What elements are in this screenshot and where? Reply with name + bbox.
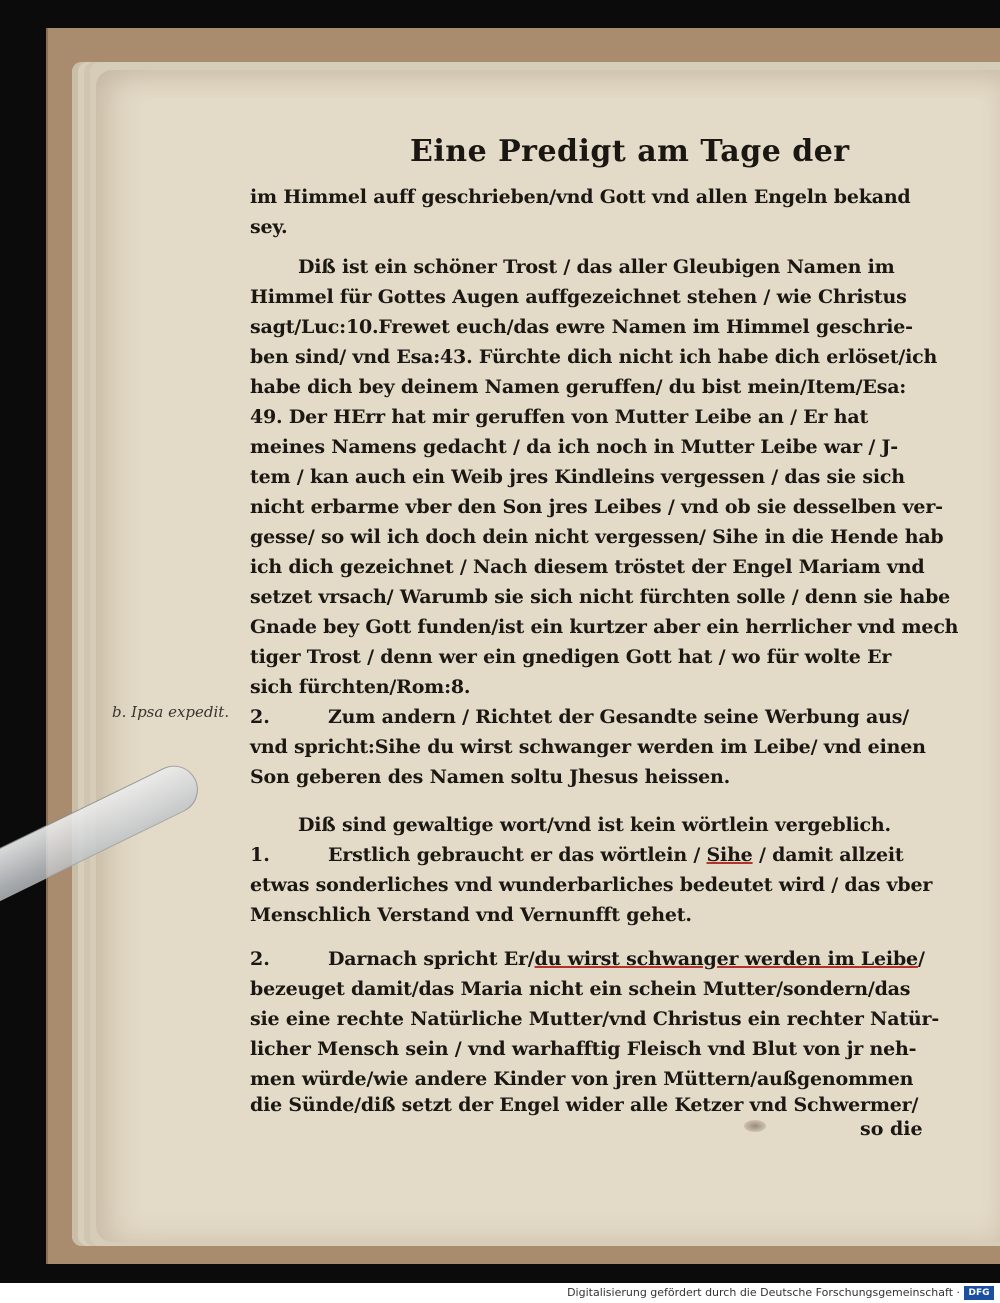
text-line: meines Namens gedacht / da ich noch in Mutter Leibe war / J- — [250, 436, 898, 458]
text-line: im Himmel auff geschrieben/vnd Gott vnd allen Engeln bekand — [250, 186, 911, 208]
text-line: Diß sind gewaltige wort/vnd ist kein wörtlein vergeblich. — [298, 814, 891, 836]
text-line: 49. Der HErr hat mir geruffen von Mutter Leibe an / Er hat — [250, 406, 869, 428]
text-line: etwas sonderliches vnd wunderbarliches bedeutet wird / das vber — [250, 874, 933, 896]
catchword: so die — [860, 1118, 923, 1140]
point-number: 2. — [250, 948, 270, 970]
text-line: men würde/wie andere Kinder von jren Müttern/außgenommen — [250, 1068, 914, 1090]
text-line — [328, 948, 925, 970]
text-line: nicht erbarme vber den Son jres Leibes / vnd ob sie desselben ver- — [250, 496, 943, 518]
text-line — [328, 844, 903, 866]
text-line: Son geberen des Namen soltu Jhesus heissen. — [250, 766, 731, 788]
ink-smudge — [744, 1120, 766, 1132]
funding-credit: Digitalisierung gefördert durch die Deutsche Forschungsgemeinschaft · — [567, 1286, 960, 1299]
text-line: vnd spricht:Sihe du wirst schwanger werden im Leibe/ vnd einen — [250, 736, 926, 758]
dfg-logo: DFG — [964, 1286, 994, 1300]
text-line: ben sind/ vnd Esa:43. Fürchte dich nicht ich habe dich erlöset/ich — [250, 346, 938, 368]
underlined-word: Sihe — [706, 844, 753, 866]
text-line: licher Mensch sein / vnd warhafftig Fleisch vnd Blut von jr neh- — [250, 1038, 917, 1060]
text-line: sie eine rechte Natürliche Mutter/vnd Christus ein rechter Natür- — [250, 1008, 940, 1030]
text-line: gesse/ so wil ich doch dein nicht vergessen/ Sihe in die Hende hab — [250, 526, 944, 548]
text-line: ich dich gezeichnet / Nach diesem tröstet der Engel Mariam vnd — [250, 556, 925, 578]
point-number: 1. — [250, 844, 270, 866]
section-number: 2. — [250, 706, 270, 728]
text-line: die Sünde/diß setzt der Engel wider alle Ketzer vnd Schwermer/ — [250, 1094, 919, 1116]
text-line: Himmel für Gottes Augen auffgezeichnet stehen / wie Christus — [250, 286, 907, 308]
text-line: Menschlich Verstand vnd Vernunfft gehet. — [250, 904, 692, 926]
text-line: sagt/Luc:10.Frewet euch/das ewre Namen im Himmel geschrie- — [250, 316, 913, 338]
text-line: habe dich bey deinem Namen geruffen/ du bist mein/Item/Esa: — [250, 376, 907, 398]
text-line: setzet vrsach/ Warumb sie sich nicht fürchten solle / denn sie habe — [250, 586, 951, 608]
text-span: Erstlich gebraucht er das wörtlein / — [328, 844, 701, 866]
running-head: Eine Predigt am Tage der — [410, 134, 850, 169]
text-line: Zum andern / Richtet der Gesandte seine Werbung aus/ — [328, 706, 910, 728]
text-line: bezeuget damit/das Maria nicht ein schein Mutter/sondern/das — [250, 978, 911, 1000]
text-line: Gnade bey Gott funden/ist ein kurtzer aber ein herrlicher vnd mech — [250, 616, 959, 638]
text-span: / damit allzeit — [759, 844, 904, 866]
margin-note: b. Ipsa expedit. — [112, 703, 230, 721]
text-line: Diß ist ein schöner Trost / das aller Gleubigen Namen im — [298, 256, 895, 278]
text-line: sich fürchten/Rom:8. — [250, 676, 471, 698]
text-span: / — [917, 948, 925, 970]
text-span: Darnach spricht Er/ — [328, 948, 535, 970]
footer-bar — [0, 1283, 1000, 1303]
text-line: sey. — [250, 216, 288, 238]
text-line: tem / kan auch ein Weib jres Kindleins vergessen / das sie sich — [250, 466, 905, 488]
text-line: tiger Trost / denn wer ein gnedigen Gott hat / wo für wolte Er — [250, 646, 892, 668]
underlined-phrase: du wirst schwanger werden im Leibe — [534, 948, 918, 970]
